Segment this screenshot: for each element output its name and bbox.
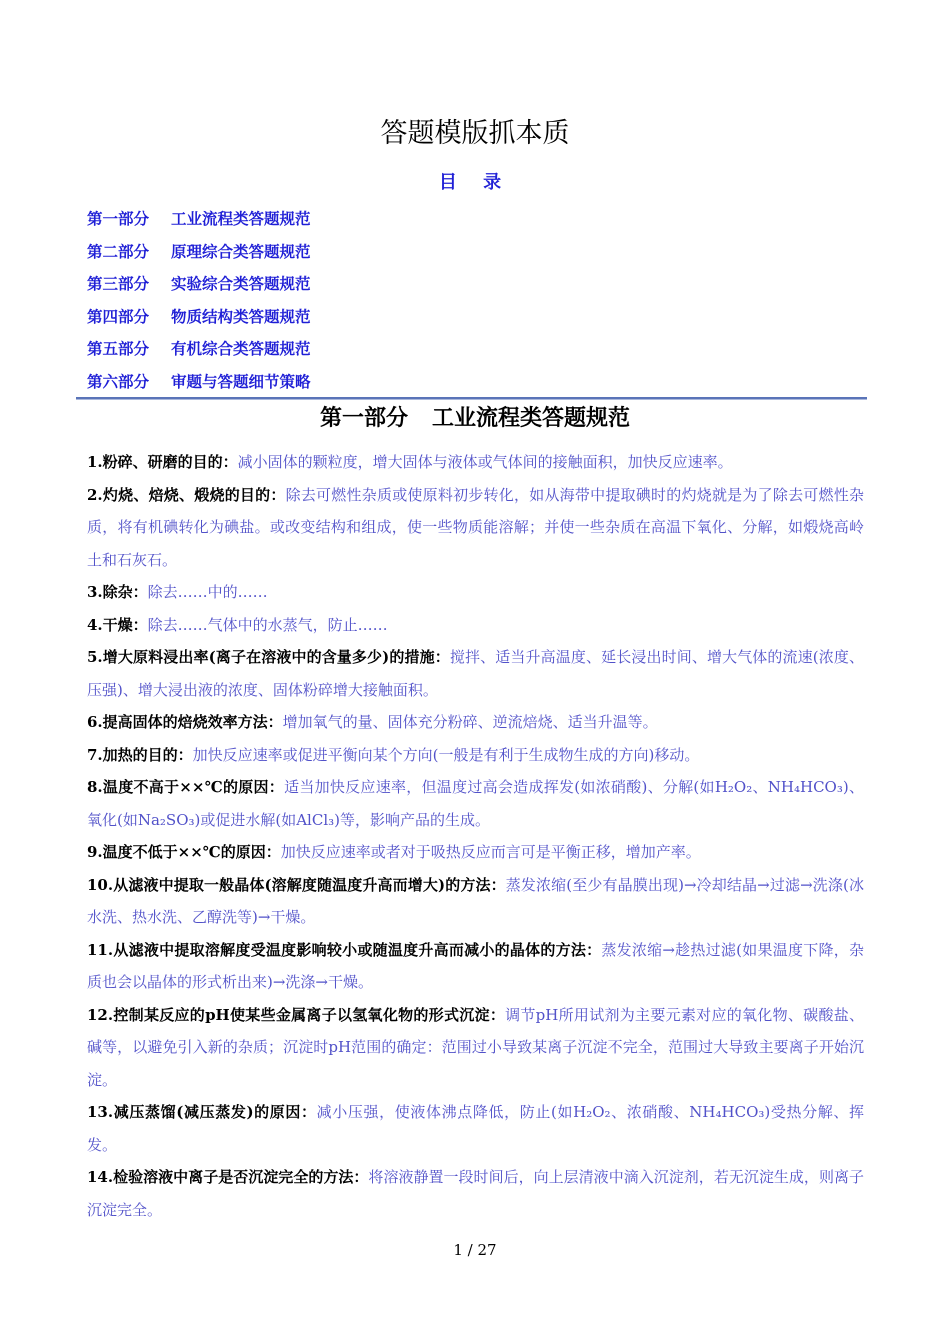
toc-part: 第二部分 [87,242,150,261]
toc-item[interactable] [87,304,311,337]
item-text: 加快反应速率或促进平衡向某个方向(一般是有利于生成物生成的方向)移动。 [192,745,700,764]
list-item [87,1096,864,1161]
item-text: 增加氧气的量、固体充分粉碎、逆流焙烧、适当升温等。 [282,713,658,731]
toc-item[interactable] [87,336,311,369]
toc-title: 实验综合类答题规范 [171,275,311,294]
item-text: 除去可燃性杂质或使原料初步转化，如从海带中提取碘时的灼烧就是为了除去可燃性杂质，将有机碘转化为碘盐。或改变结构和组成，使一些物质能溶解；并使一些杂质在高温下氧化、分解，如煅烧高岭土和石灰石。 [87,485,864,569]
item-text: 加快反应速率或者对于吸热反应而言可是平衡正移，增加产率。 [280,843,701,861]
list-item [87,446,864,479]
toc-part: 第三部分 [87,275,150,294]
item-label: 14.检验溶液中离子是否沉淀完全的方法： [87,1168,369,1186]
item-text: 除去……气体中的水蒸气，防止…… [147,615,388,634]
item-text: 减小固体的颗粒度，增大固体与液体或气体间的接触面积，加快反应速率。 [237,453,733,471]
item-text: 搅拌、适当升高温度、延长浸出时间、增大气体的流速(浓度、压强)、增大浸出液的浓度、固体粉碎增大接触面积。 [87,648,865,699]
list-item [87,999,864,1097]
item-label: 6.提高固体的焙烧效率方法： [87,713,283,731]
section-heading [0,403,950,435]
item-text: 减小压强，使液体沸点降低，防止(如H₂O₂、浓硝酸、NH₄HCO₃)受热分解、挥发。 [87,1103,864,1154]
list-item [87,771,864,836]
item-label: 4.干燥： [87,615,148,634]
toc-item[interactable] [87,206,311,239]
list-item [87,869,864,934]
list-item [87,641,864,706]
toc-title: 审题与答题细节策略 [171,372,311,391]
item-label: 12.控制某反应的pH使某些金属离子以氢氧化物的形式沉淀： [87,1005,506,1024]
item-text: 调节pH所用试剂为主要元素对应的氧化物、碳酸盐、碱等，以避免引入新的杂质；沉淀时pH范围的确定：范围过小导致某离子沉淀不完全，范围过大导致主要离子开始沉淀。 [87,1005,865,1089]
item-label: 10.从滤液中提取一般晶体(溶解度随温度升高而增大)的方法： [87,875,506,894]
toc-title: 工业流程类答题规范 [171,210,311,228]
item-label: 7.加热的目的： [87,745,193,764]
item-label: 11.从滤液中提取溶解度受温度影响较小或随温度升高而减小的晶体的方法： [87,940,602,959]
toc-part: 第四部分 [87,307,150,326]
toc-title: 有机综合类答题规范 [171,340,311,359]
item-text: 除去……中的…… [147,583,268,601]
toc-part: 第五部分 [87,340,150,359]
section-divider [76,397,867,400]
toc-item[interactable] [87,271,311,304]
page-number: 1 / 27 [453,1241,497,1259]
section-part: 第一部分 [319,406,408,431]
document-title: 答题模版抓本质 [380,118,570,149]
item-label: 5.增大原料浸出率(离子在溶液中的含量多少)的措施： [87,648,450,666]
item-label: 3.除杂： [87,583,148,601]
list-item [87,609,864,642]
list-item [87,836,864,869]
toc-part: 第一部分 [87,210,150,228]
list-item [87,706,864,739]
section-body [87,446,864,1226]
item-text: 将溶液静置一段时间后，向上层清液中滴入沉淀剂，若无沉淀生成，则离子沉淀完全。 [87,1168,864,1219]
list-item [87,1161,864,1226]
section-title: 工业流程类答题规范 [432,406,631,431]
toc-title: 原理综合类答题规范 [171,242,311,261]
list-item [87,479,864,577]
list-item [87,934,864,999]
item-label: 8.温度不高于××℃的原因： [87,778,285,796]
item-label: 9.温度不低于××℃的原因： [87,843,281,861]
table-of-contents [87,206,311,402]
item-text: 适当加快反应速率，但温度过高会造成挥发(如浓硝酸)、分解(如H₂O₂、NH₄HCO₃)、氧化(如Na₂SO₃)或促进水解(如AlCl₃)等，影响产品的生成。 [87,778,864,829]
item-text: 蒸发浓缩(至少有晶膜出现)→冷却结晶→过滤→洗涤(冰水洗、热水洗、乙醇洗等)→干燥。 [87,875,865,926]
toc-heading: 目 录 [438,172,512,193]
item-label: 1.粉碎、研磨的目的： [87,453,238,471]
item-text: 蒸发浓缩→趁热过滤(如果温度下降，杂质也会以晶体的形式析出来)→洗涤→干燥。 [87,940,864,991]
toc-item[interactable] [87,239,311,272]
toc-title: 物质结构类答题规范 [171,307,311,326]
toc-part: 第六部分 [87,372,150,391]
item-label: 13.减压蒸馏(减压蒸发)的原因： [87,1103,317,1121]
list-item [87,576,864,609]
list-item [87,739,864,772]
item-label: 2.灼烧、焙烧、煅烧的目的： [87,485,286,504]
